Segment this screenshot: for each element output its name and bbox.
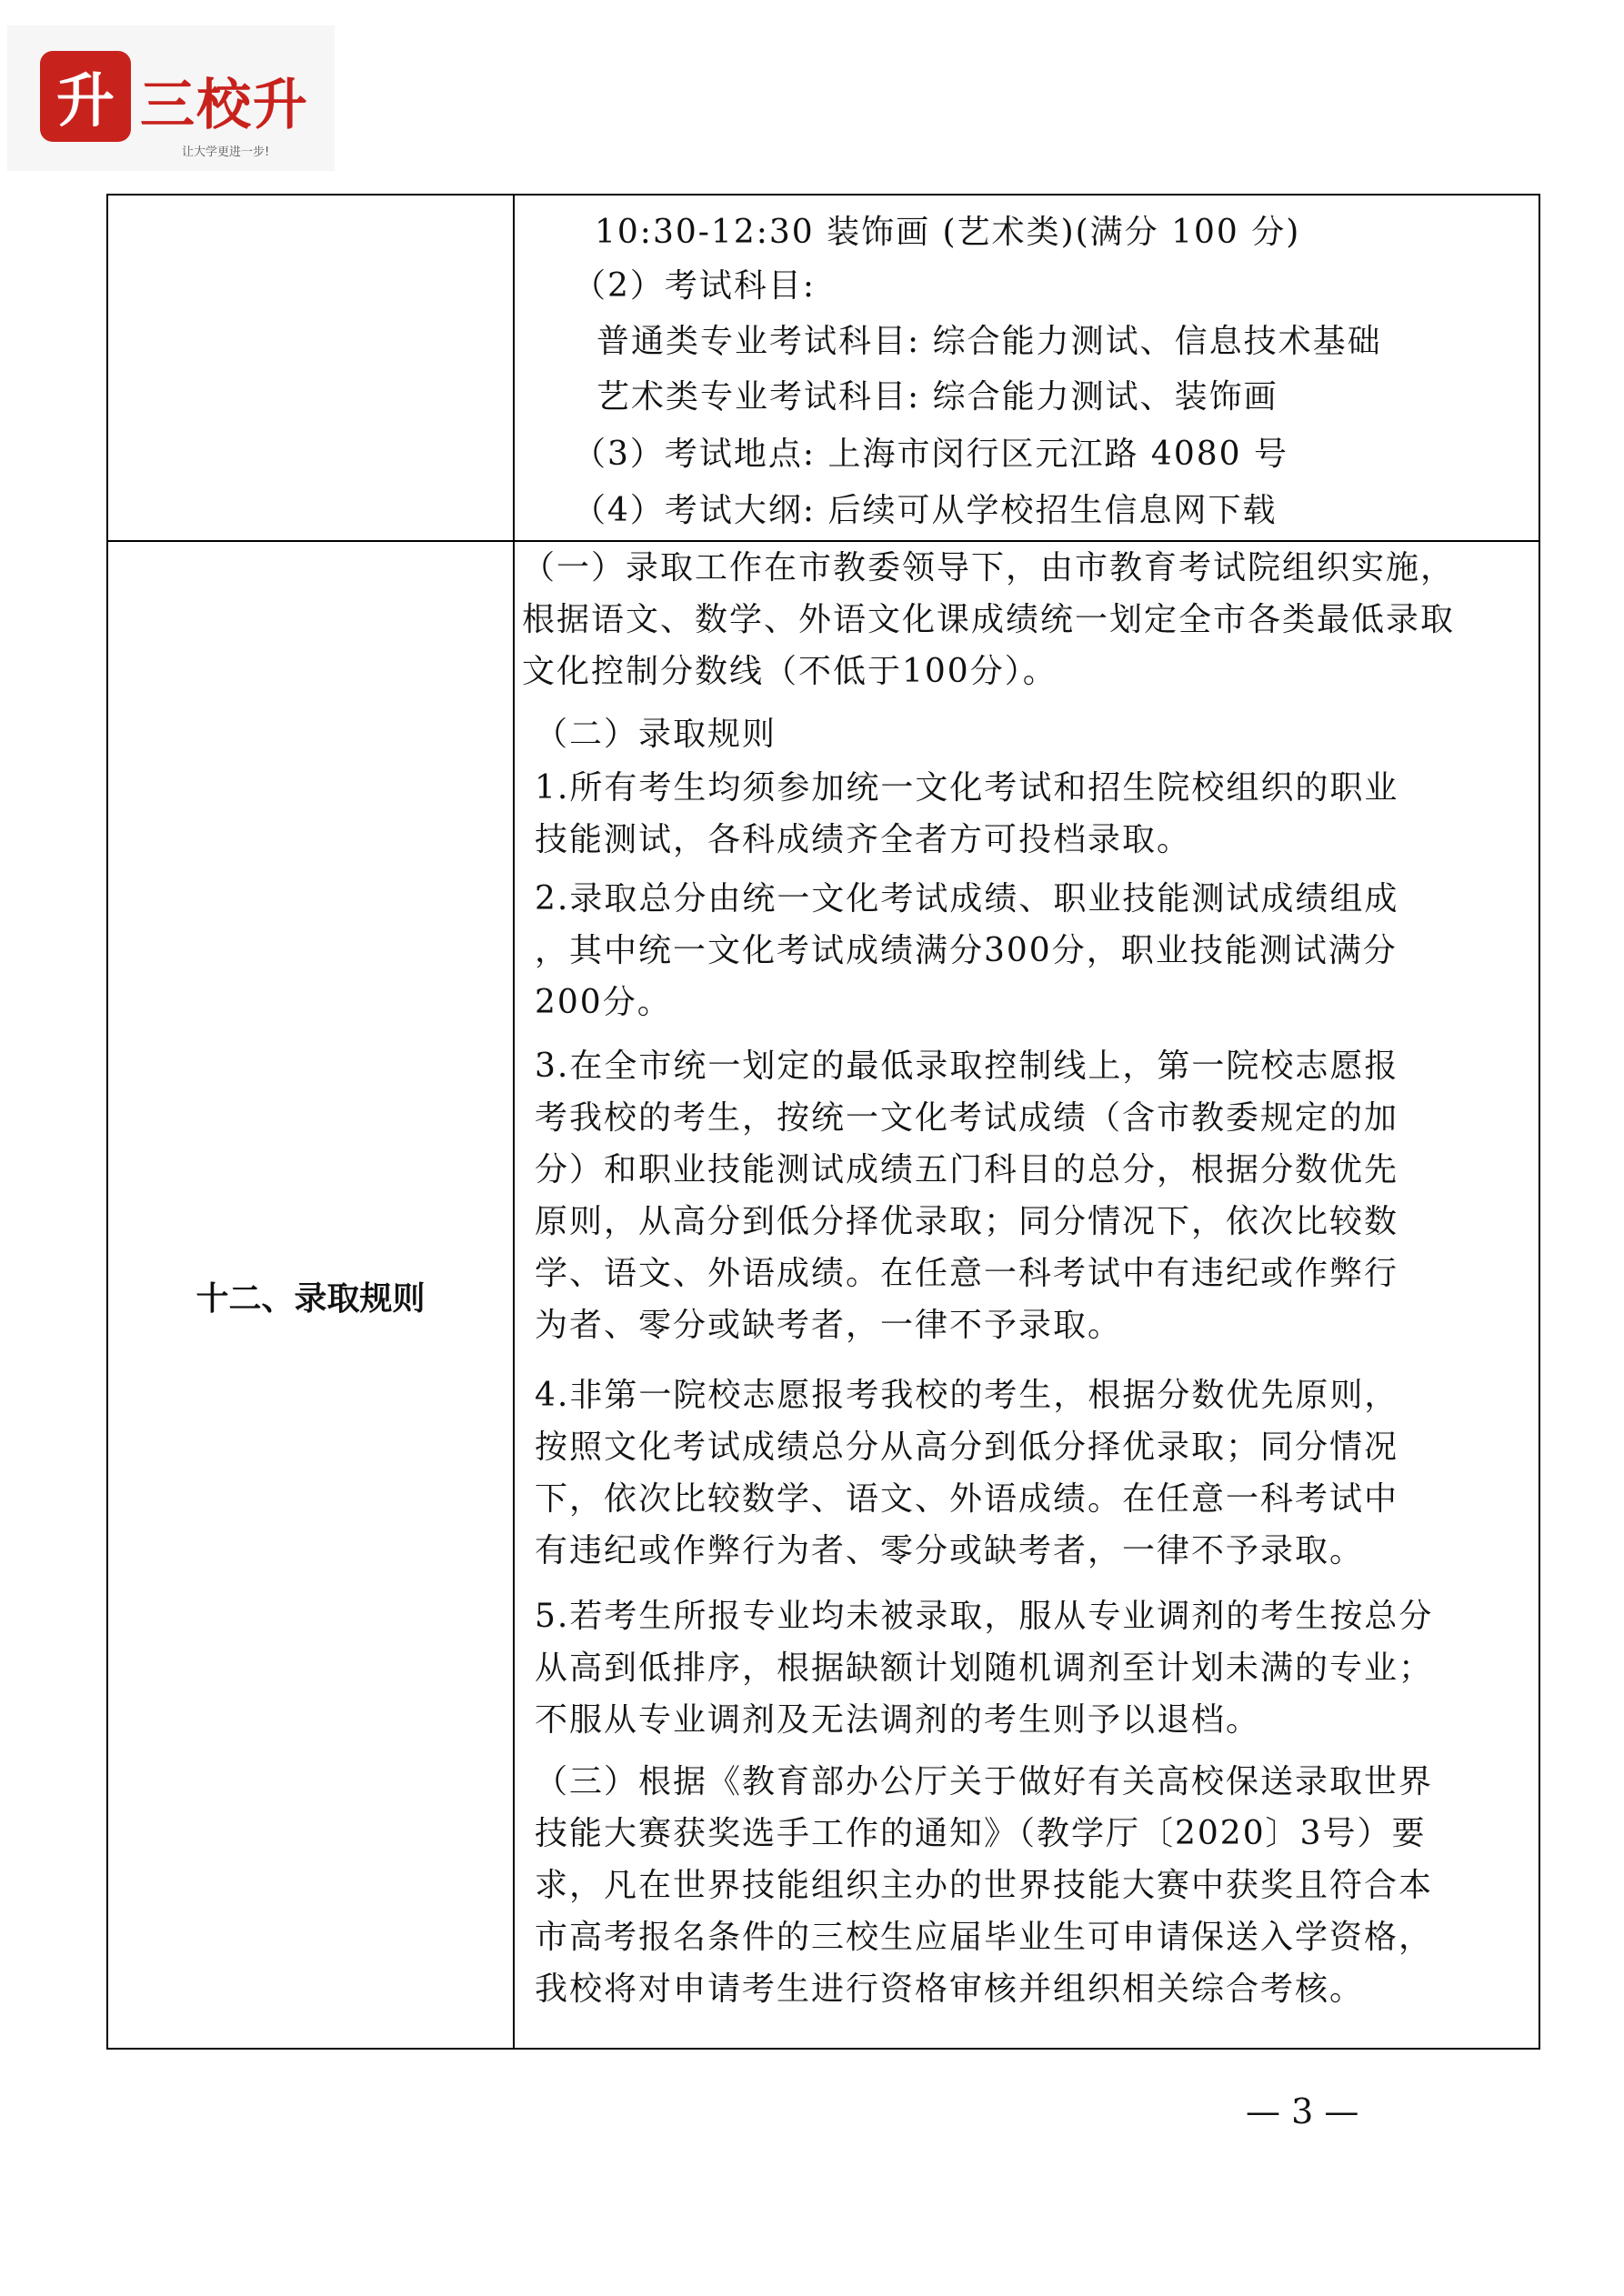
rule-paragraph-4	[535, 873, 1398, 1028]
admission-rules-cell	[516, 542, 1537, 2050]
exam-syllabus-line: （4）考试大纲: 后续可从学校招生信息网下载	[573, 492, 1278, 529]
text-line: 按照文化考试成绩总分从高分到低分择优录取；同分情况	[535, 1429, 1399, 1466]
text-line: 2.录取总分由统一文化考试成绩、职业技能测试成绩组成	[535, 880, 1399, 917]
text-line: 技能测试，各科成绩齐全者方可投档录取。	[535, 821, 1192, 858]
rule-paragraph-7	[535, 1590, 1433, 1746]
text-line: 考我校的考生，按统一文化考试成绩（含市教委规定的加	[535, 1099, 1399, 1137]
text-line: ，其中统一文化考试成绩满分300分，职业技能测试满分	[535, 932, 1398, 969]
text-line: 有违纪或作弊行为者、零分或缺考者，一律不予录取。	[535, 1532, 1365, 1569]
text-line: 根据语文、数学、外语文化课成绩统一划定全市各类最低录取	[522, 601, 1456, 638]
exam-location-line: （3）考试地点: 上海市闵行区元江路 4080 号	[573, 436, 1288, 473]
text-line: （二）录取规则	[535, 716, 777, 753]
rule-paragraph-6	[535, 1369, 1398, 1577]
text-line: 学、语文、外语成绩。在任意一科考试中有违纪或作弊行	[535, 1255, 1399, 1292]
logo	[7, 25, 335, 171]
art-subjects-line: 艺术类专业考试科目: 综合能力测试、装饰画	[596, 378, 1278, 416]
exam-subjects-heading: （2）考试科目:	[573, 267, 817, 305]
admission-rules-label: 十二、录取规则	[195, 1279, 426, 1318]
text-line: 200分。	[535, 984, 672, 1021]
general-subjects-line: 普通类专业考试科目: 综合能力测试、信息技术基础	[596, 323, 1382, 360]
text-line: 4.非第一院校志愿报考我校的考生，根据分数优先原则，	[535, 1377, 1399, 1414]
text-line: 为者、零分或缺考者，一律不予录取。	[535, 1307, 1123, 1344]
text-line: 技能大赛获奖选手工作的通知》（教学厅〔2020〕3号）要	[535, 1815, 1427, 1852]
exam-time-line: 10:30-12:30 装饰画 (艺术类)(满分 100 分)	[595, 214, 1301, 251]
text-line: 求，凡在世界技能组织主办的世界技能大赛中获奖且符合本	[535, 1867, 1434, 1904]
rule-paragraph-2	[535, 708, 777, 760]
text-line: （一）录取工作在市教委领导下，由市教育考试院组织实施，	[522, 549, 1456, 587]
text-line: 下，依次比较数学、语文、外语成绩。在任意一科考试中	[535, 1480, 1399, 1518]
table-column-divider	[513, 196, 515, 2048]
admission-table	[106, 194, 1540, 2050]
exam-info-cell	[516, 196, 1537, 540]
logo-mark-icon: 升	[40, 51, 131, 142]
text-line: 5.若考生所报专业均未被录取，服从专业调剂的考生按总分	[535, 1598, 1434, 1635]
text-line: 3.在全市统一划定的最低录取控制线上，第一院校志愿报	[535, 1048, 1399, 1085]
rule-paragraph-5	[535, 1040, 1398, 1351]
text-line: 文化控制分数线（不低于100分）。	[522, 653, 1058, 690]
text-line: 我校将对申请考生进行资格审核并组织相关综合考核。	[535, 1970, 1365, 2008]
text-line: （三）根据《教育部办公厅关于做好有关高校保送录取世界	[535, 1763, 1434, 1800]
text-line: 1.所有考生均须参加统一文化考试和招生院校组织的职业	[535, 769, 1399, 807]
text-line: 原则，从高分到低分择优录取；同分情况下，依次比较数	[535, 1203, 1399, 1240]
rule-paragraph-8	[535, 1756, 1433, 2015]
text-line: 市高考报名条件的三校生应届毕业生可申请保送入学资格，	[535, 1919, 1434, 1956]
logo-slogan: 让大学更进一步!	[182, 145, 270, 159]
logo-brand: 三校升	[140, 74, 309, 137]
rule-paragraph-3	[535, 762, 1398, 866]
text-line: 分）和职业技能测试成绩五门科目的总分，根据分数优先	[535, 1151, 1399, 1188]
text-line: 不服从专业调剂及无法调剂的考生则予以退档。	[535, 1701, 1261, 1739]
rule-paragraph-1	[522, 542, 1455, 697]
page-number: — 3 —	[1246, 2091, 1359, 2131]
text-line: 从高到低排序，根据缺额计划随机调剂至计划未满的专业；	[535, 1649, 1434, 1687]
